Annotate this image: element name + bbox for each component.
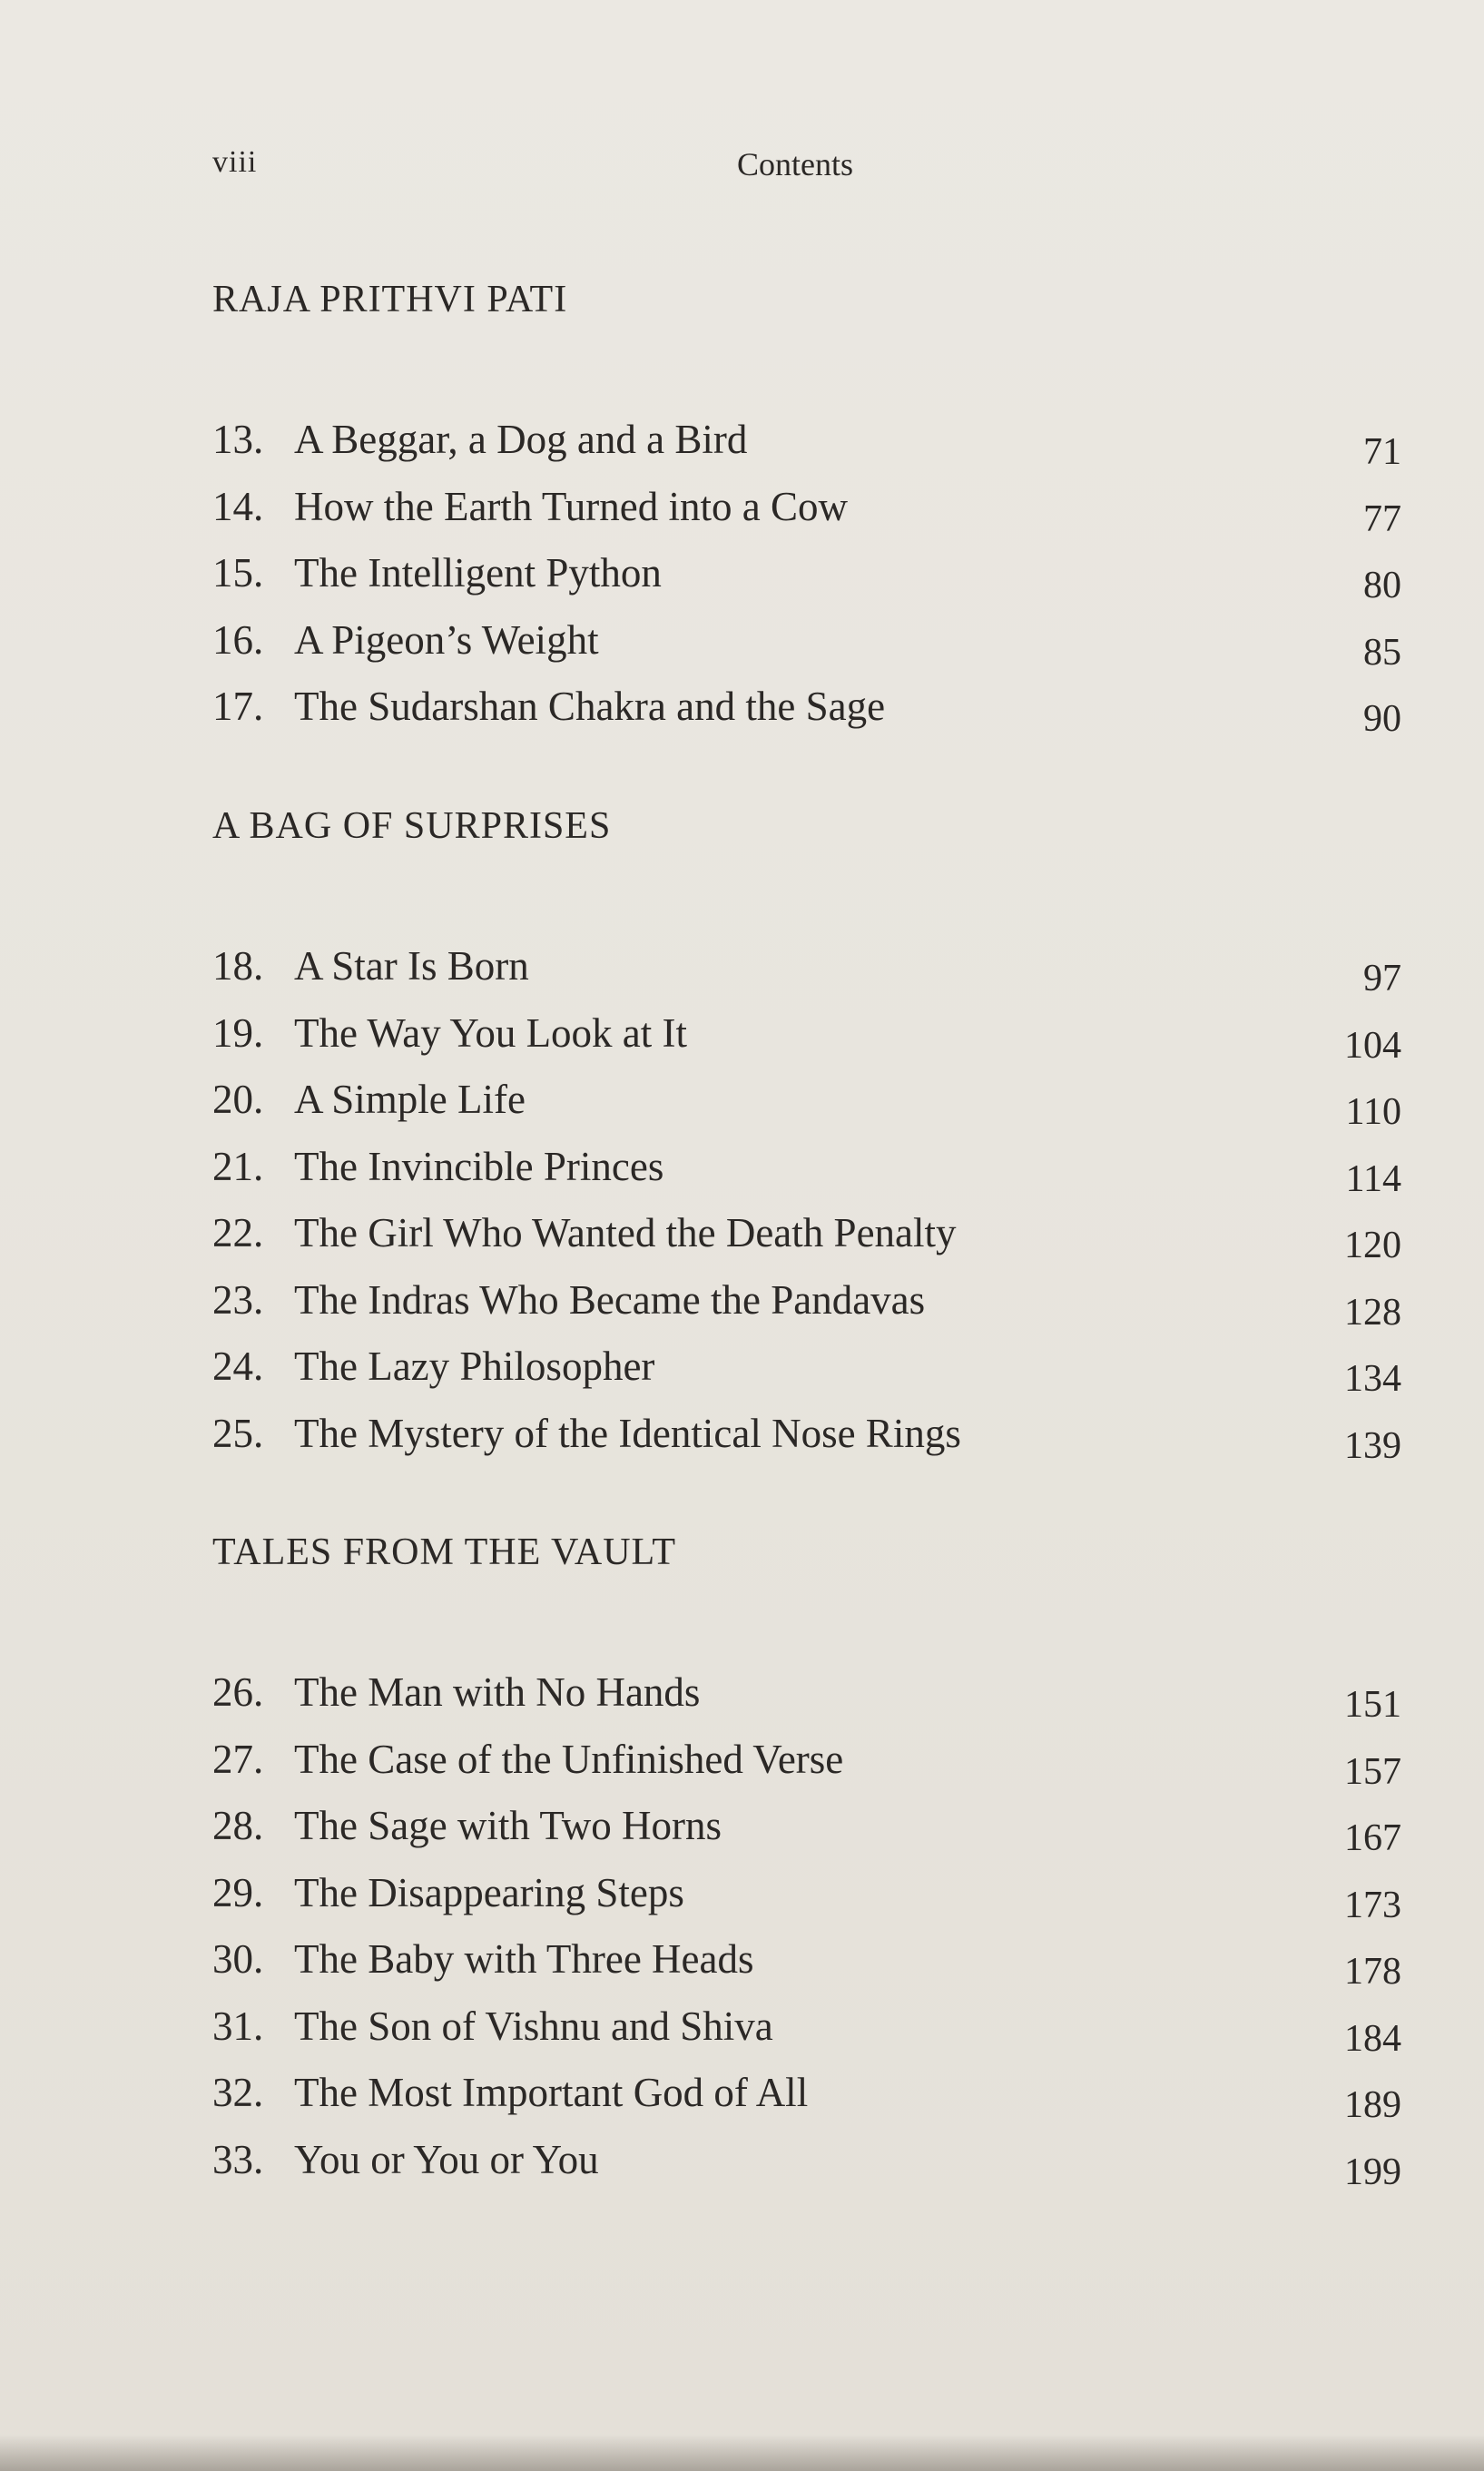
toc-entry: [212, 540, 1401, 607]
entry-number: 25.: [212, 1410, 264, 1456]
toc-entry: [212, 1067, 1401, 1134]
entry-number: 19.: [212, 1009, 264, 1056]
entry-number: 20.: [212, 1077, 264, 1122]
toc-entry: [212, 1994, 1401, 2061]
entry-title: The Way You Look at It: [294, 1009, 688, 1056]
entry-page-number: 184: [1344, 2017, 1401, 2060]
section-a-bag-of-surprises: [212, 799, 1401, 1467]
entry-number: 27.: [212, 1736, 264, 1782]
entry-title: The Disappearing Steps: [294, 1869, 684, 1915]
entry-title: The Most Important God of All: [294, 2070, 809, 2115]
entry-number: 22.: [212, 1210, 264, 1255]
section-title: RAJA PRITHVI PATI: [212, 279, 568, 320]
section-raja-prithvi-pati: [212, 272, 1401, 741]
entry-title: The Indras Who Became the Pandavas: [294, 1276, 926, 1323]
entry-list: [212, 1659, 1401, 2193]
entry-page-number: 128: [1344, 1291, 1401, 1334]
entry-number: 31.: [212, 2003, 264, 2049]
toc-entry: [212, 674, 1401, 741]
toc-entry: [212, 407, 1401, 474]
entry-page-number: 189: [1344, 2084, 1401, 2126]
entry-number: 17.: [212, 684, 264, 729]
entry-number: 28.: [212, 1803, 264, 1848]
entry-page-number: 114: [1345, 1157, 1401, 1200]
entry-number: 14.: [212, 483, 264, 529]
toc-entry: [212, 1200, 1401, 1267]
toc-entry: [212, 607, 1401, 674]
entry-number: 24.: [212, 1344, 264, 1389]
entry-title: A Star Is Born: [294, 943, 529, 989]
toc-entry: [212, 1793, 1401, 1860]
toc-entry: [212, 1134, 1401, 1201]
entry-page-number: 199: [1344, 2151, 1401, 2193]
entry-number: 16.: [212, 616, 264, 663]
toc-entry: [212, 474, 1401, 541]
toc-entry: [212, 1267, 1401, 1334]
entry-number: 21.: [212, 1143, 264, 1189]
entry-page-number: 173: [1344, 1884, 1401, 1926]
toc-entry: [212, 1401, 1401, 1468]
entry-title: The Invincible Princes: [294, 1143, 664, 1189]
toc-entry: [212, 1659, 1401, 1727]
section-title: A BAG OF SURPRISES: [212, 805, 612, 847]
entry-title: How the Earth Turned into a Cow: [294, 483, 848, 529]
entry-number: 13.: [212, 417, 264, 462]
page-folio: viii: [212, 145, 258, 179]
entry-page-number: 77: [1363, 497, 1401, 540]
entry-number: 15.: [212, 550, 264, 596]
entry-title: A Pigeon’s Weight: [294, 616, 599, 663]
entry-page-number: 90: [1363, 698, 1401, 740]
entry-title: The Baby with Three Heads: [294, 1936, 754, 1982]
entry-number: 18.: [212, 943, 264, 989]
toc-entry: [212, 1334, 1401, 1401]
entry-page-number: 97: [1363, 958, 1401, 999]
entry-title: A Simple Life: [294, 1077, 526, 1122]
entry-page-number: 178: [1344, 1951, 1401, 1993]
entry-title: The Case of the Unfinished Verse: [294, 1736, 844, 1782]
entry-number: 33.: [212, 2136, 264, 2182]
toc-entry: [212, 1727, 1401, 1794]
toc-entry: [212, 1926, 1401, 1994]
toc-entry: [212, 2127, 1401, 2194]
toc-entry: [212, 933, 1401, 1000]
entry-page-number: 167: [1344, 1817, 1401, 1859]
section-tales-from-the-vault: [212, 1525, 1401, 2193]
entry-title: You or You or You: [294, 2136, 599, 2182]
toc-entry: [212, 2060, 1401, 2127]
entry-title: The Mystery of the Identical Nose Rings: [294, 1410, 961, 1456]
entry-page-number: 80: [1363, 565, 1401, 606]
entry-number: 32.: [212, 2070, 264, 2115]
entry-page-number: 85: [1363, 631, 1401, 674]
entry-page-number: 104: [1344, 1024, 1401, 1067]
entry-title: The Lazy Philosopher: [294, 1344, 655, 1389]
running-head-title: Contents: [737, 146, 854, 182]
running-head: [212, 145, 1401, 191]
entry-page-number: 139: [1344, 1424, 1401, 1467]
entry-title: The Intelligent Python: [294, 550, 662, 596]
entry-number: 26.: [212, 1669, 264, 1715]
section-title: TALES FROM THE VAULT: [212, 1531, 676, 1573]
entry-page-number: 110: [1345, 1091, 1401, 1133]
entry-page-number: 151: [1344, 1684, 1401, 1726]
entry-number: 23.: [212, 1276, 264, 1323]
entry-title: The Sudarshan Chakra and the Sage: [294, 684, 886, 729]
entry-number: 29.: [212, 1869, 264, 1915]
entry-title: The Girl Who Wanted the Death Penalty: [294, 1210, 957, 1255]
page-edge-shadow: [0, 2435, 1484, 2471]
entry-title: A Beggar, a Dog and a Bird: [294, 417, 748, 462]
toc-entry: [212, 1000, 1401, 1068]
entry-page-number: 134: [1344, 1358, 1401, 1400]
toc-entry: [212, 1860, 1401, 1927]
entry-list: [212, 933, 1401, 1467]
entry-page-number: 157: [1344, 1750, 1401, 1793]
entry-title: The Son of Vishnu and Shiva: [294, 2003, 773, 2049]
entry-title: The Sage with Two Horns: [294, 1803, 722, 1848]
entry-page-number: 120: [1344, 1225, 1401, 1266]
entry-title: The Man with No Hands: [294, 1669, 701, 1715]
entry-page-number: 71: [1363, 431, 1401, 473]
entry-list: [212, 407, 1401, 741]
entry-number: 30.: [212, 1936, 264, 1982]
